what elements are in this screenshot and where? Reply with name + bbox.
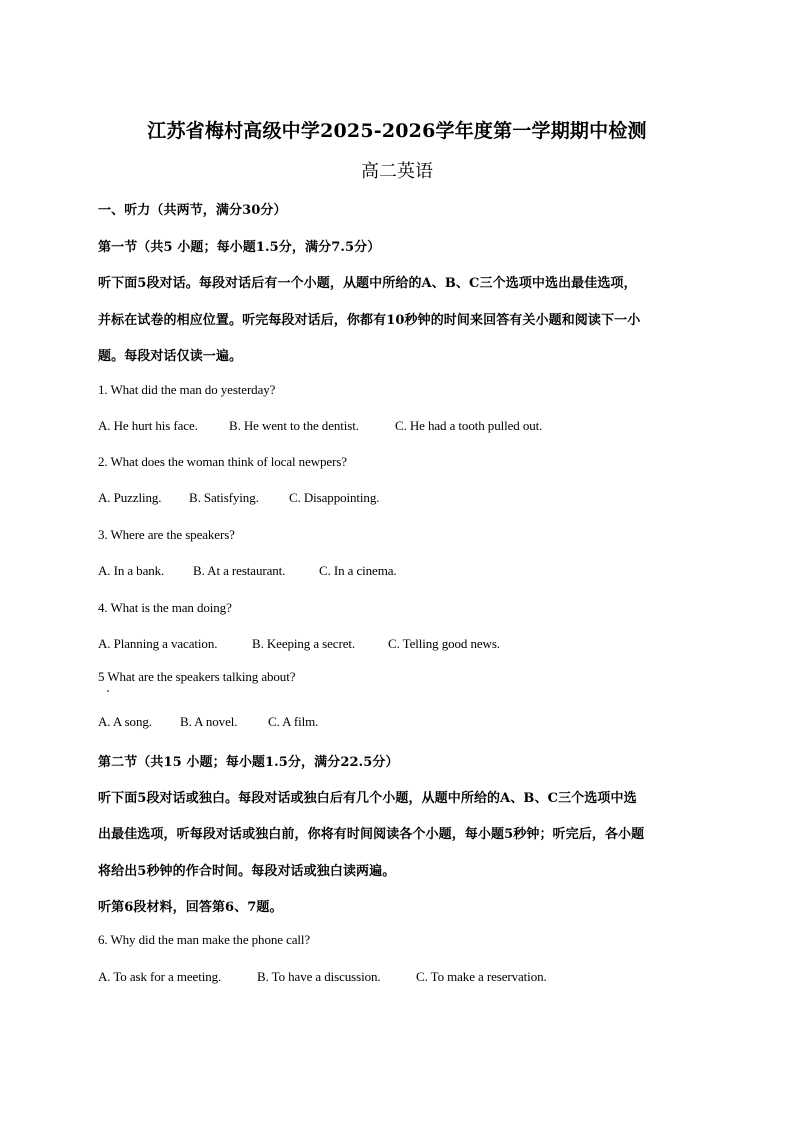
question-options bbox=[98, 490, 379, 506]
option-c: C. He had a tooth pulled out. bbox=[395, 418, 543, 433]
question-stem: 6. Why did the man make the phone call? bbox=[98, 932, 311, 947]
part-two-heading: 第二节（共15 小题；每小题1.5分，满分22.5分） bbox=[98, 755, 399, 770]
option-b: B. To have a discussion. bbox=[257, 969, 381, 984]
option-a: A. He hurt his face. bbox=[98, 418, 198, 433]
option-c: C. Disappointing. bbox=[289, 490, 380, 505]
option-b: B. Satisfying. bbox=[189, 490, 259, 505]
exam-subject: 高二英语 bbox=[361, 161, 433, 182]
question-stem: 5 What are the speakers talking about? bbox=[98, 669, 296, 684]
question-options bbox=[98, 636, 500, 652]
option-c: C. In a cinema. bbox=[319, 563, 397, 578]
part-one-instruction-line: 并标在试卷的相应位置。听完每段对话后，你都有10秒钟的时间来回答有关小题和阅读下一小 bbox=[98, 313, 641, 328]
question-stem: 4. What is the man doing? bbox=[98, 600, 232, 615]
option-a: A. Puzzling. bbox=[98, 490, 162, 505]
question-stem: 2. What does the woman think of local newpers? bbox=[98, 454, 347, 469]
part-two-instruction-line: 出最佳选项，听每段对话或独白前，你将有时间阅读各个小题，每小题5秒钟；听完后，各小题 bbox=[98, 827, 645, 842]
option-b: B. Keeping a secret. bbox=[252, 636, 356, 651]
exam-title: 江苏省梅村高级中学2025-2026学年度第一学期期中检测 bbox=[147, 120, 647, 142]
part-one-instruction-line: 题。每段对话仅读一遍。 bbox=[98, 349, 243, 364]
option-b: B. At a restaurant. bbox=[193, 563, 286, 578]
question-stem: 1. What did the man do yesterday? bbox=[98, 382, 276, 397]
option-b: B. He went to the dentist. bbox=[229, 418, 359, 433]
question-stem: 3. Where are the speakers? bbox=[98, 527, 235, 542]
part-two-instruction-line: 听下面5段对话或独白。每段对话或独白后有几个小题，从题中所给的A、B、C三个选项中选 bbox=[98, 791, 637, 806]
part-two-instruction-line: 将给出5秒钟的作合时间。每段对话或独白读两遍。 bbox=[98, 864, 396, 879]
question-options bbox=[98, 969, 547, 985]
stray-mark bbox=[107, 690, 109, 692]
question-options bbox=[98, 418, 542, 434]
part-one-heading: 第一节（共5 小题；每小题1.5分，满分7.5分） bbox=[98, 240, 381, 255]
question-options bbox=[98, 563, 397, 579]
option-c: C. To make a reservation. bbox=[416, 969, 547, 984]
option-a: A. A song. bbox=[98, 714, 152, 729]
option-a: A. In a bank. bbox=[98, 563, 165, 578]
option-c: C. A film. bbox=[268, 714, 319, 729]
question-options bbox=[98, 714, 318, 730]
option-a: A. Planning a vacation. bbox=[98, 636, 218, 651]
option-a: A. To ask for a meeting. bbox=[98, 969, 222, 984]
part-one-instruction-line: 听下面5段对话。每段对话后有一个小题，从题中所给的A、B、C三个选项中选出最佳选项， bbox=[98, 276, 637, 291]
material-note: 听第6段材料，回答第6、7题。 bbox=[98, 900, 283, 915]
option-b: B. A novel. bbox=[180, 714, 238, 729]
option-c: C. Telling good news. bbox=[388, 636, 500, 651]
section-heading: 一、听力（共两节，满分30分） bbox=[98, 203, 287, 218]
